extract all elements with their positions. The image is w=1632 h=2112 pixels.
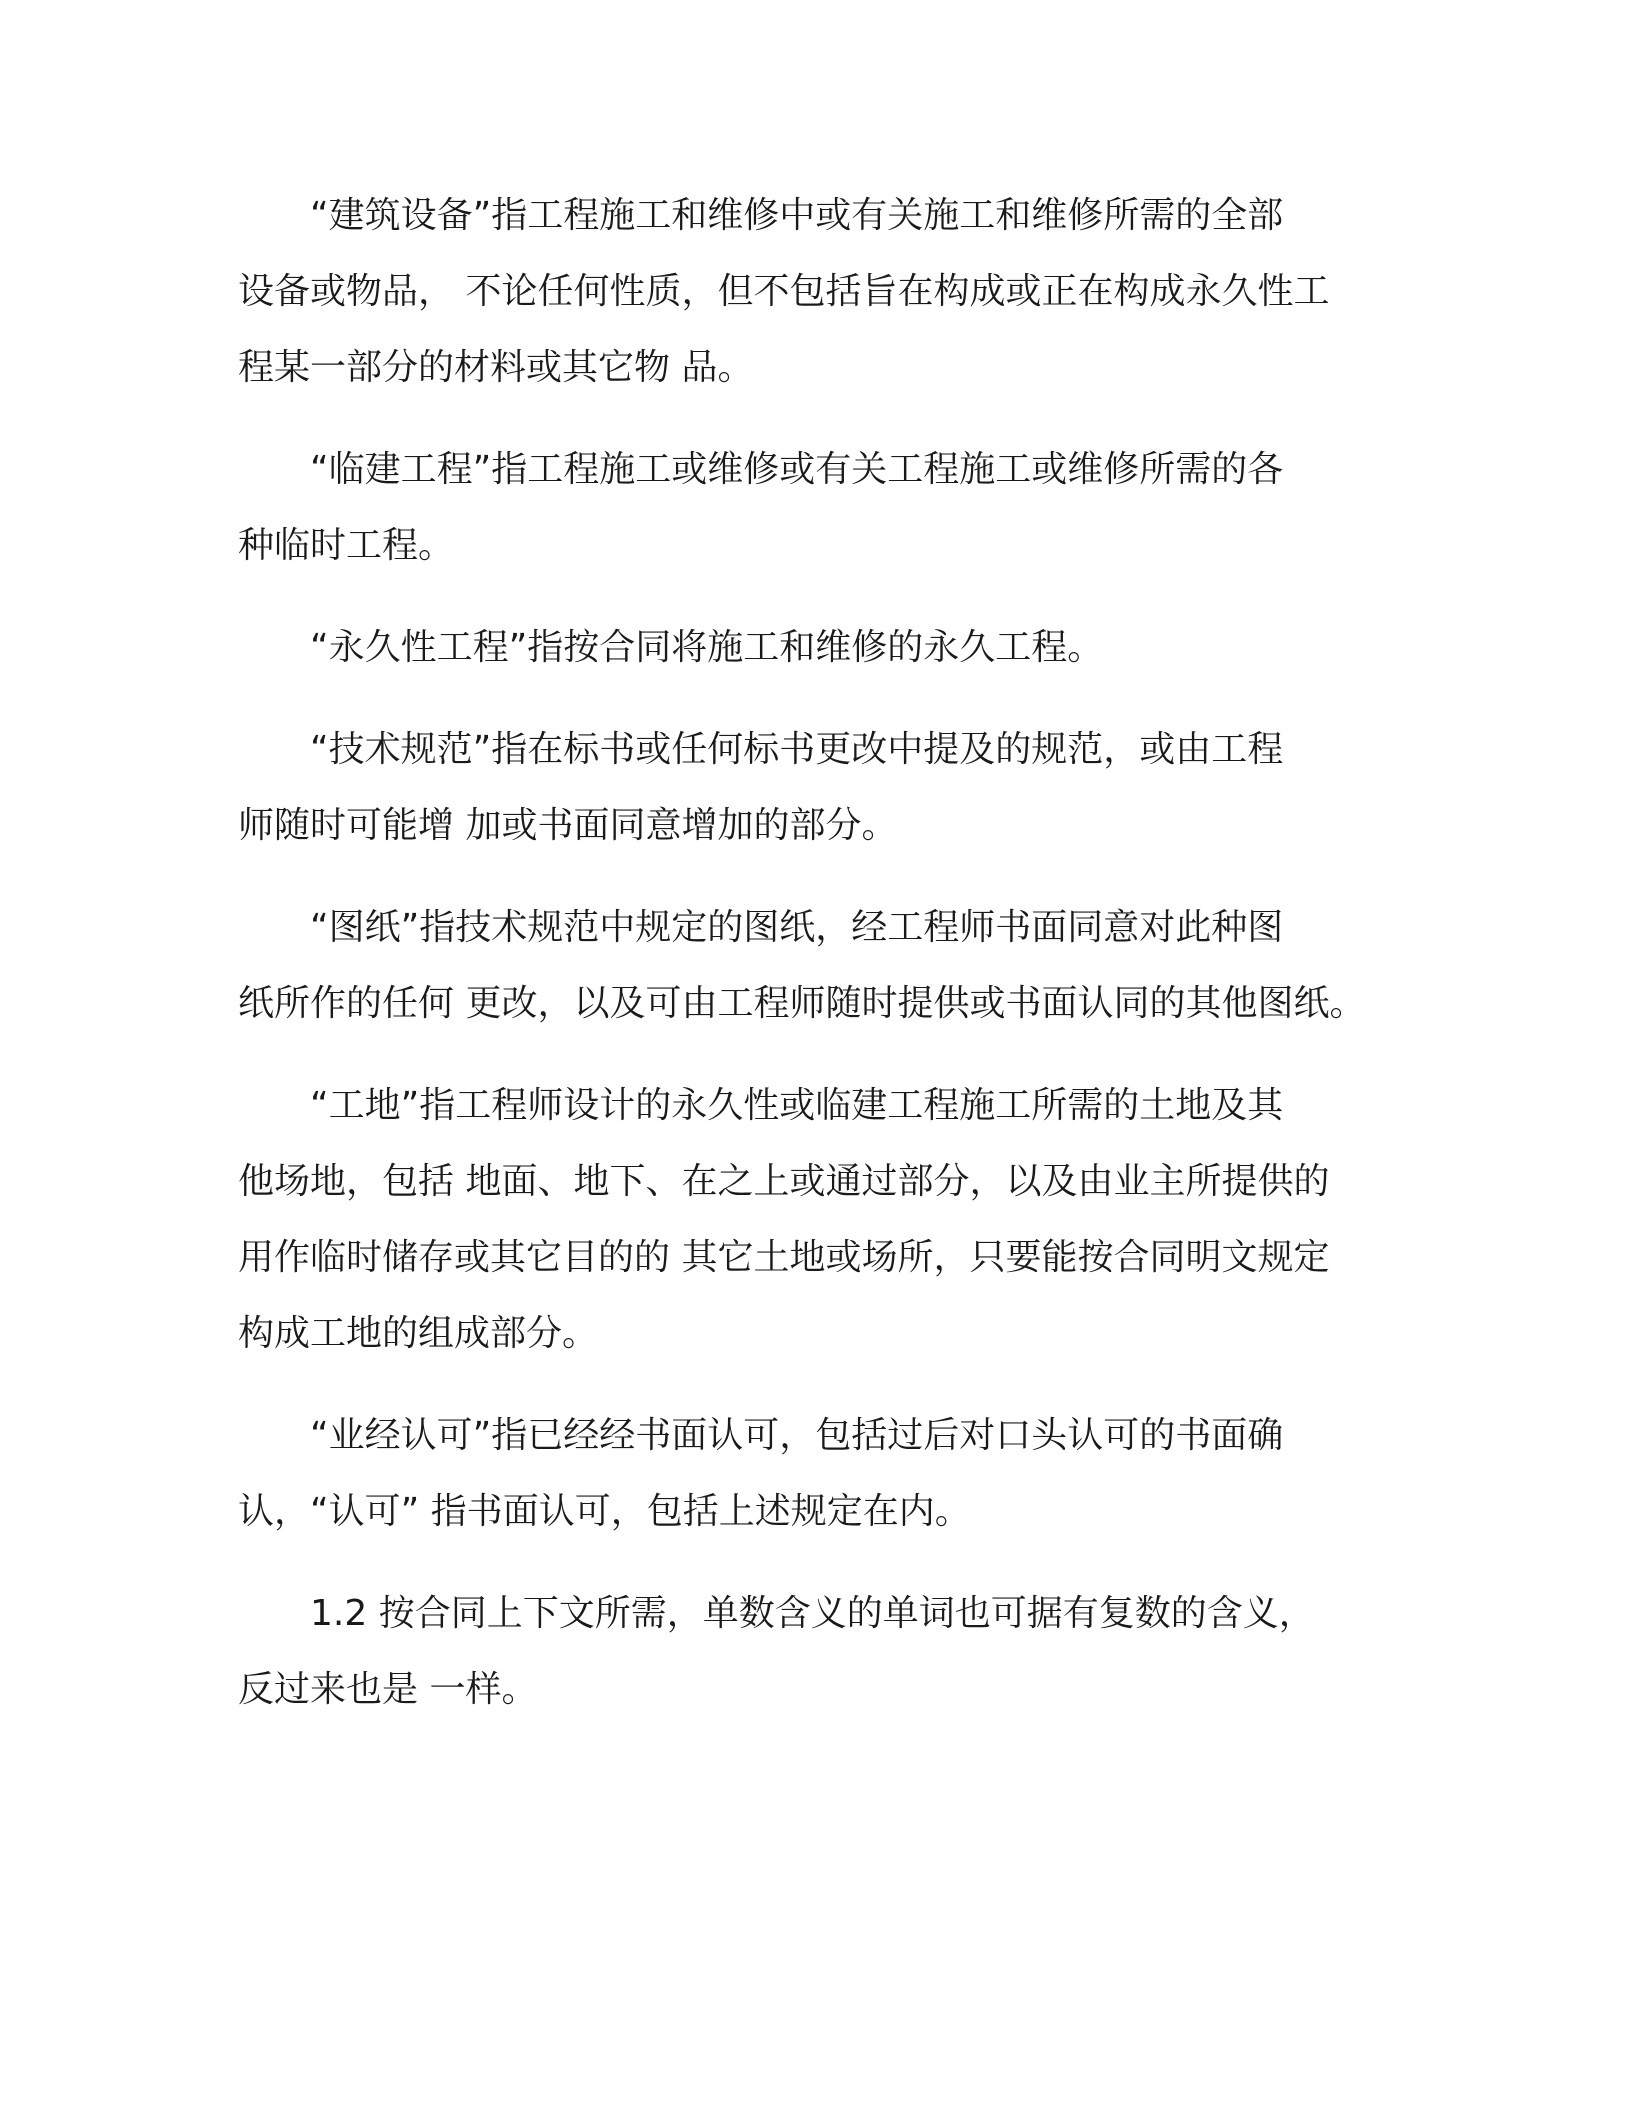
text-line: 程某一部分的材料或其它物 品。 [238,347,754,388]
paragraph-construction-equipment [238,178,1388,406]
text-line: 他场地，包括 地面、地下、在之上或通过部分，以及由业主所提供的 [238,1161,1330,1202]
text-line: “临建工程”指工程施工或维修或有关工程施工或维修所需的各 [310,449,1284,490]
paragraph-drawings [238,890,1388,1042]
text-line: 1.2 按合同上下文所需，单数含义的单词也可据有复数的含义， [310,1593,1315,1634]
text-line: 师随时可能增 加或书面同意增加的部分。 [238,805,898,846]
text-line: 设备或物品， 不论任何性质，但不包括旨在构成或正在构成永久性工 [238,271,1330,312]
paragraph-site [238,1068,1388,1372]
text-line: “建筑设备”指工程施工和维修中或有关施工和维修所需的全部 [310,195,1284,236]
paragraph-technical-specification [238,712,1388,864]
text-line: “工地”指工程师设计的永久性或临建工程施工所需的土地及其 [310,1085,1284,1126]
text-line: “永久性工程”指按合同将施工和维修的永久工程。 [310,627,1104,668]
paragraph-temporary-works [238,432,1388,584]
document-page [238,178,1388,1754]
text-line: “技术规范”指在标书或任何标书更改中提及的规范，或由工程 [310,729,1284,770]
text-line: 认，“认可” 指书面认可，包括上述规定在内。 [238,1491,971,1532]
text-line: 种临时工程。 [238,525,455,566]
text-line: 用作临时储存或其它目的的 其它土地或场所，只要能按合同明文规定 [238,1237,1330,1278]
text-line: 纸所作的任何 更改，以及可由工程师随时提供或书面认同的其他图纸。 [238,983,1366,1024]
paragraph-clause-1-2 [238,1576,1388,1728]
paragraph-permanent-works [238,610,1388,686]
text-line: 反过来也是 一样。 [238,1669,538,1710]
text-line: 构成工地的组成部分。 [238,1313,599,1354]
text-line: “业经认可”指已经经书面认可，包括过后对口头认可的书面确 [310,1415,1284,1456]
paragraph-approved [238,1398,1388,1550]
text-line: “图纸”指技术规范中规定的图纸，经工程师书面同意对此种图 [310,907,1284,948]
